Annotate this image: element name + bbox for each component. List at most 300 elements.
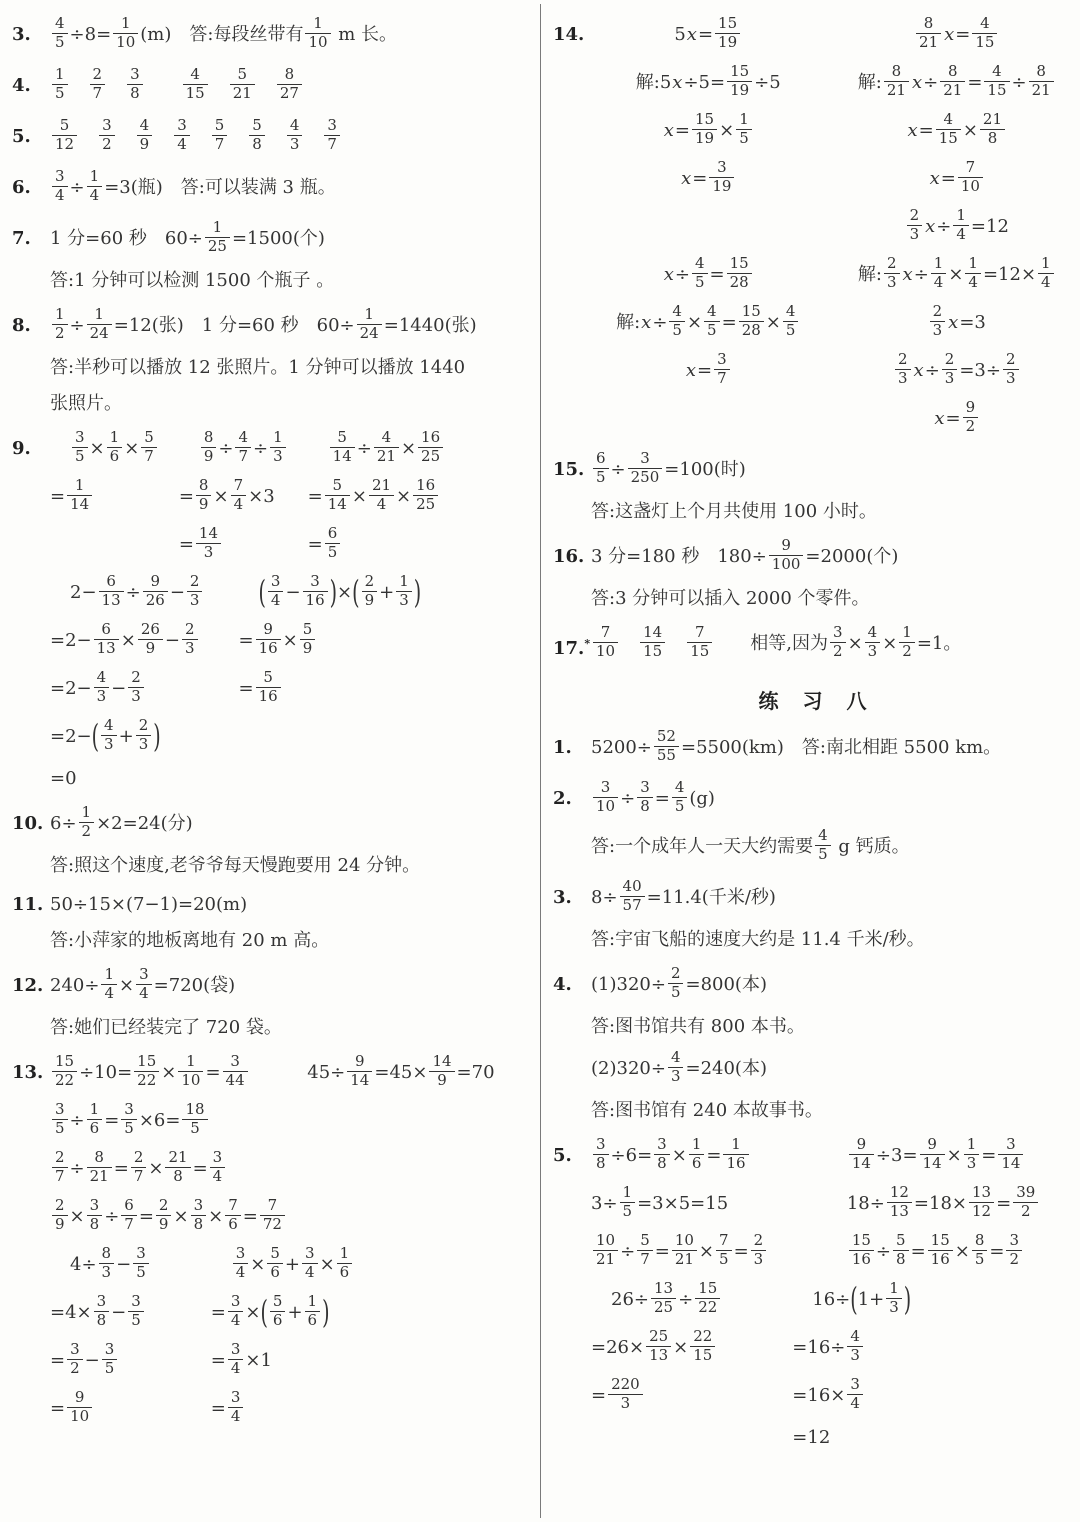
problem-item: [553, 11, 1074, 443]
fraction: $\frac{2}{3}$: [942, 351, 958, 387]
fraction: $\frac{8}{21}$: [884, 63, 909, 99]
fraction: $\frac{3}{8}$: [94, 1293, 110, 1329]
math-line: $\frac{2}{3}$ x=3: [840, 299, 1075, 347]
fraction: $\frac{8}{21}$: [916, 15, 941, 51]
fraction: $\frac{1}{24}$: [357, 306, 382, 342]
fraction: $\frac{12}{13}$: [887, 1184, 912, 1220]
fraction: $\frac{18}{5}$: [182, 1101, 207, 1137]
fraction: $\frac{4}{3}$: [865, 624, 881, 660]
math-line: =16÷ $\frac{4}{3}$: [792, 1324, 911, 1372]
fraction: $\frac{3}{5}$: [128, 1293, 144, 1329]
fraction: $\frac{5}{14}$: [325, 477, 350, 513]
solution-row: [50, 302, 536, 350]
fraction: $\frac{8}{5}$: [972, 1232, 988, 1268]
fraction: $\frac{8}{21}$: [1029, 63, 1054, 99]
fraction: $\frac{2}{9}$: [156, 1197, 172, 1233]
math-line: =4× $\frac{3}{8}$ − $\frac{3}{5}$: [50, 1289, 151, 1337]
variable-x: x: [672, 72, 683, 93]
problem-number: 11.: [12, 894, 44, 915]
fraction: $\frac{10}{21}$: [672, 1232, 697, 1268]
problem-item: [12, 887, 536, 959]
fraction: $\frac{1}{3}$: [886, 1280, 902, 1316]
math-line: = $\frac{9}{16}$ × $\frac{5}{9}$: [238, 617, 421, 665]
problem-item: [553, 620, 1074, 673]
math-line: $\frac{2}{7}$ ÷ $\frac{8}{21}$ = $\frac{2}{7}$ × $\frac{21}{8}$ = $\frac{3}{4}$: [50, 1145, 227, 1193]
solution-row: [50, 569, 536, 797]
solution-group: [50, 263, 334, 299]
math-line: x= $\frac{15}{19}$ × $\frac{1}{5}$: [591, 107, 826, 155]
fraction: $\frac{8}{9}$: [201, 429, 217, 465]
solution-group: [591, 823, 910, 871]
solution-row: [591, 1276, 1074, 1456]
fraction: $\frac{13}{12}$: [969, 1184, 994, 1220]
fraction: $\frac{1}{24}$: [87, 306, 112, 342]
solution-row: [591, 11, 1074, 203]
problem-item: [12, 164, 536, 212]
big-paren: (: [352, 574, 360, 612]
variable-x: x: [911, 72, 923, 93]
fraction: $\frac{5}{9}$: [300, 621, 316, 657]
fraction: $\frac{4}{3}$: [101, 717, 117, 753]
fraction: $\frac{4}{15}$: [984, 63, 1009, 99]
solution-row: [50, 263, 536, 299]
solution-group: [50, 800, 193, 848]
problem-content: [591, 1132, 1074, 1456]
math-line: =26× $\frac{25}{13}$ × $\frac{22}{15}$: [591, 1324, 722, 1372]
fraction: $\frac{1}{10}$: [113, 15, 138, 51]
math-line: 4÷ $\frac{8}{3}$ − $\frac{3}{5}$: [50, 1241, 151, 1289]
fraction: $\frac{15}{22}$: [134, 1053, 159, 1089]
fraction: $\frac{5}{7}$: [212, 117, 228, 153]
fraction: $\frac{5}{7}$: [141, 429, 157, 465]
math-line: x÷ $\frac{4}{5}$ = $\frac{15}{28}$: [591, 251, 826, 299]
math-line: 答:一个成年人一天大约需要 $\frac{4}{5}$ g 钙质。: [591, 826, 910, 863]
big-paren: (: [850, 1281, 858, 1319]
solution-row: [591, 775, 1074, 823]
problem-number: 3.: [12, 24, 31, 45]
solution-group: [591, 1228, 823, 1276]
solution-row: [591, 1009, 1074, 1045]
solution-row: [50, 1145, 536, 1193]
solution-group: [50, 1193, 287, 1241]
problem-number: 5.: [12, 126, 31, 147]
fraction: $\frac{15}{16}$: [849, 1232, 874, 1268]
fraction: $\frac{3}{2}$: [67, 1341, 83, 1377]
problem-number: 12.: [12, 975, 44, 996]
fraction: $\frac{1}{5}$: [620, 1184, 636, 1220]
math-line: 解: $\frac{8}{21}$ x÷ $\frac{8}{21}$ = $\frac{4}{15}$ ÷ $\frac{8}{21}$: [840, 59, 1075, 107]
problem-item: [12, 962, 536, 1046]
problem-item: [12, 11, 536, 59]
fraction: $\frac{5}{7}$: [637, 1232, 653, 1268]
solution-group: [50, 215, 325, 263]
fraction: $\frac{16}{25}$: [418, 429, 443, 465]
math-line: 6÷ $\frac{1}{2}$ ×2=24(分): [50, 803, 193, 840]
fraction: $\frac{7}{5}$: [716, 1232, 732, 1268]
variable-x: x: [948, 312, 959, 333]
math-line: ( $\frac{3}{4}$ − $\frac{3}{16}$ )×( $\frac{2}{9}$ + $\frac{1}{3}$ ): [238, 569, 421, 617]
solution-group: [591, 724, 1001, 772]
fraction: $\frac{15}{22}$: [695, 1280, 720, 1316]
fraction: $\frac{3}{2}$: [1006, 1232, 1022, 1268]
variable-x: x: [686, 24, 697, 45]
fraction: $\frac{15}{19}$: [715, 15, 740, 51]
text-line: 答:图书馆共有 800 本书。: [591, 1016, 805, 1037]
math-line: = $\frac{9}{10}$: [50, 1385, 151, 1433]
math-line: $\frac{9}{14}$ ÷3= $\frac{9}{14}$ × $\frac{1}{3}$ = $\frac{3}{14}$: [847, 1132, 1078, 1180]
fraction: $\frac{3}{4}$: [228, 1389, 244, 1425]
fraction: $\frac{14}{3}$: [196, 525, 221, 561]
solution-group: [840, 11, 1075, 203]
text-line: 答:3 分钟可以插入 2000 个零件。: [591, 588, 870, 609]
problem-content: [50, 302, 536, 422]
problem-item: [553, 533, 1074, 617]
math-line: [50, 113, 342, 161]
problem-content: [50, 62, 536, 110]
math-line: $\frac{3}{4}$ ÷ $\frac{1}{4}$ =3(瓶) 答:可以装满 3 瓶。: [50, 164, 336, 212]
problem-content: [591, 961, 1074, 1129]
text-line: =12: [792, 1427, 831, 1448]
solution-group: [591, 581, 870, 617]
problem-content: [591, 533, 1074, 617]
solution-row: [591, 961, 1074, 1009]
math-line: 2− $\frac{6}{13}$ ÷ $\frac{9}{26}$ − $\frac{2}{3}$: [50, 569, 204, 617]
math-line: 3÷ $\frac{1}{5}$ =3×5=15: [591, 1183, 729, 1220]
math-line: x= $\frac{3}{19}$: [591, 155, 826, 203]
solution-row: [50, 350, 536, 422]
solution-group: [50, 350, 465, 422]
math-line: $\frac{15}{22}$ ÷10= $\frac{15}{22}$ × $\frac{1}{10}$ = $\frac{3}{44}$: [50, 1049, 283, 1097]
fraction: $\frac{3}{8}$: [191, 1197, 207, 1233]
fraction: $\frac{1}{3}$: [396, 573, 412, 609]
fraction: $\frac{4}{3}$: [847, 1328, 863, 1364]
fraction: $\frac{4}{15}$: [972, 15, 997, 51]
solution-group: [591, 533, 898, 581]
fraction: $\frac{9}{14}$: [920, 1136, 945, 1172]
variable-x: x: [663, 264, 674, 285]
problem-number: 10.: [12, 813, 44, 834]
text-line: 答:宇宙飞船的速度大约是 11.4 千米/秒。: [591, 929, 925, 950]
solution-group: [50, 848, 420, 884]
fraction: $\frac{16}{25}$: [413, 477, 438, 513]
solution-row: [50, 1097, 536, 1145]
fraction: $\frac{25}{13}$: [646, 1328, 671, 1364]
fraction: $\frac{5}{14}$: [330, 429, 355, 465]
math-line: 解:x÷ $\frac{4}{5}$ × $\frac{4}{5}$ = $\frac{15}{28}$ × $\frac{4}{5}$: [591, 299, 826, 347]
solution-row: [50, 425, 536, 569]
fraction: $\frac{1}{2}$: [52, 306, 68, 342]
fraction: $\frac{1}{5}$: [736, 111, 752, 147]
fraction: $\frac{3}{44}$: [223, 1053, 248, 1089]
fraction: $\frac{15}{19}$: [692, 111, 717, 147]
right-column: [540, 4, 1078, 1518]
math-line: =2− $\frac{4}{3}$ − $\frac{2}{3}$: [50, 665, 204, 713]
math-line: 26÷ $\frac{13}{25}$ ÷ $\frac{15}{22}$: [591, 1276, 722, 1324]
fraction: $\frac{1}{2}$: [899, 624, 915, 660]
math-line: $\frac{2}{3}$ x÷ $\frac{1}{4}$ =12: [840, 203, 1075, 251]
math-line: $\frac{8}{9}$ ÷ $\frac{4}{7}$ ÷ $\frac{1}{3}$: [179, 425, 288, 473]
fraction: $\frac{7}{4}$: [231, 477, 247, 513]
fraction: $\frac{8}{9}$: [196, 477, 212, 513]
text-line: 答:她们已经装完了 720 袋。: [50, 1017, 282, 1038]
solution-group: [591, 251, 826, 395]
fraction: $\frac{5}{12}$: [52, 117, 77, 153]
fraction: $\frac{15}{28}$: [727, 255, 752, 291]
fraction: $\frac{15}{16}$: [928, 1232, 953, 1268]
solution-row: [591, 922, 1074, 958]
fraction: $\frac{2}{7}$: [131, 1149, 147, 1185]
solution-row: [591, 203, 1074, 443]
solution-row: [591, 1132, 1074, 1180]
math-line: $\frac{15}{16}$ ÷ $\frac{5}{8}$ = $\frac{15}{16}$ × $\frac{8}{5}$ = $\frac{3}{2}$: [847, 1228, 1078, 1276]
math-line: $\frac{7}{10}$ $\frac{14}{15}$ $\frac{7}{15}$ 相等,因为 $\frac{3}{2}$ × $\frac{4}{3}$ × $\frac{1}{2}$ =1。: [591, 620, 961, 668]
fraction: $\frac{1}{2}$: [79, 804, 95, 840]
solution-row: [50, 887, 536, 923]
text-line: 答:照这个速度,老爷爷每天慢跑要用 24 分钟。: [50, 855, 421, 876]
solution-group: [50, 1010, 282, 1046]
fraction: $\frac{9}{26}$: [143, 573, 168, 609]
problem-content: [591, 775, 1074, 871]
fraction: $\frac{39}{2}$: [1013, 1184, 1038, 1220]
fraction: $\frac{9}{14}$: [347, 1053, 372, 1089]
math-line: = $\frac{3}{2}$ − $\frac{3}{5}$: [50, 1337, 151, 1385]
math-line: (1)320÷ $\frac{2}{5}$ =800(本): [591, 964, 767, 1001]
fraction: $\frac{2}{3}$: [128, 669, 144, 705]
fraction: $\frac{3}{5}$: [133, 1245, 149, 1281]
fraction: $\frac{8}{3}$: [99, 1245, 115, 1281]
problem-item: [12, 425, 536, 797]
fraction: $\frac{3}{4}$: [228, 1341, 244, 1377]
solution-group: [308, 425, 445, 569]
big-paren: (: [91, 718, 100, 756]
fraction: $\frac{52}{55}$: [654, 728, 679, 764]
fraction: $\frac{4}{15}$: [936, 111, 961, 147]
fraction: $\frac{3}{4}$: [847, 1376, 863, 1412]
fraction: $\frac{3}{4}$: [52, 168, 68, 204]
problem-content: [50, 1049, 536, 1433]
problem-item: [553, 724, 1074, 772]
fraction: $\frac{14}{9}$: [429, 1053, 454, 1089]
variable-x: x: [929, 168, 940, 189]
fraction: $\frac{3}{7}$: [714, 351, 730, 387]
solution-group: [50, 1049, 283, 1097]
fraction: $\frac{1}{3}$: [270, 429, 286, 465]
text-line: 答:小萍家的地板离地有 20 m 高。: [50, 930, 330, 951]
fraction: $\frac{1}{4}$: [953, 207, 969, 243]
fraction: $\frac{4}{5}$: [669, 303, 685, 339]
fraction: $\frac{1}{4}$: [101, 966, 117, 1002]
fraction: $\frac{3}{4}$: [210, 1149, 226, 1185]
problem-number: 13.: [12, 1062, 44, 1083]
left-column: [2, 4, 540, 1518]
math-line: 16÷(1+ $\frac{1}{3}$ ): [792, 1276, 911, 1324]
text-line: 答:这盏灯上个月共使用 100 小时。: [591, 501, 877, 522]
solution-group: [591, 1093, 823, 1129]
fraction: $\frac{3}{8}$: [654, 1136, 670, 1172]
solution-group: [50, 962, 235, 1010]
fraction: $\frac{3}{4}$: [268, 573, 284, 609]
fraction: $\frac{22}{15}$: [690, 1328, 715, 1364]
fraction: $\frac{7}{6}$: [225, 1197, 241, 1233]
math-line: = $\frac{8}{9}$ × $\frac{7}{4}$ ×3: [178, 476, 275, 513]
fraction: $\frac{8}{21}$: [87, 1149, 112, 1185]
solution-row: [50, 1010, 536, 1046]
solution-group: [50, 113, 342, 161]
solution-group: [50, 887, 247, 923]
fraction: $\frac{6}{7}$: [121, 1197, 137, 1233]
solution-group: [50, 923, 329, 959]
solution-row: [50, 1049, 536, 1097]
big-paren: (: [260, 1294, 268, 1332]
problem-number: 3.: [553, 887, 572, 908]
math-line: = $\frac{5}{14}$ × $\frac{21}{4}$ × $\frac{16}{25}$: [308, 473, 445, 521]
solution-group: [591, 775, 715, 823]
fraction: $\frac{1}{5}$: [52, 66, 68, 102]
fraction: $\frac{3}{5}$: [121, 1101, 137, 1137]
fraction: $\frac{1}{3}$: [964, 1136, 980, 1172]
fraction: $\frac{4}{5}$: [672, 779, 688, 815]
fraction: $\frac{3}{2}$: [830, 624, 846, 660]
solution-group: [847, 1180, 1078, 1228]
fraction: $\frac{3}{5}$: [102, 1341, 118, 1377]
fraction: $\frac{3}{16}$: [303, 573, 328, 609]
text-line: =0: [50, 768, 77, 789]
solution-row: [591, 724, 1074, 772]
solution-row: [591, 446, 1074, 494]
variable-x: x: [913, 360, 924, 381]
solution-row: [50, 113, 536, 161]
fraction: $\frac{1}{16}$: [723, 1136, 748, 1172]
fraction: $\frac{3}{5}$: [72, 429, 88, 465]
solution-group: [50, 1097, 210, 1145]
problem-number: 1.: [553, 737, 572, 758]
solution-group: [591, 1276, 722, 1420]
solution-row: [50, 848, 536, 884]
math-line: $\frac{4}{5}$ ÷8= $\frac{1}{10}$ (m) 答:每段丝带有 $\frac{1}{10}$ m 长。: [50, 11, 397, 59]
fraction: $\frac{13}{25}$: [651, 1280, 676, 1316]
problem-item: [553, 775, 1074, 871]
fraction: $\frac{2}{3}$: [182, 621, 198, 657]
math-line: 45÷ $\frac{9}{14}$ =45× $\frac{14}{9}$ =70: [307, 1052, 495, 1089]
problem-content: [50, 962, 536, 1046]
solution-row: [50, 923, 536, 959]
fraction: $\frac{6}{13}$: [99, 573, 124, 609]
text-line: 50÷15×(7−1)=20(m): [50, 894, 248, 915]
solution-group: [591, 11, 826, 203]
fraction: $\frac{4}{5}$: [692, 255, 708, 291]
math-line: $\frac{3}{5}$ × $\frac{1}{6}$ × $\frac{5}{7}$: [50, 425, 159, 473]
problem-content: [591, 446, 1074, 530]
fraction: $\frac{5}{16}$: [256, 669, 281, 705]
fraction: $\frac{9}{14}$: [849, 1136, 874, 1172]
problem-number: 7.: [12, 228, 31, 249]
solution-group: [847, 1228, 1078, 1276]
fraction: $\frac{1}{6}$: [87, 1101, 103, 1137]
variable-x: x: [685, 360, 696, 381]
fraction: $\frac{6}{13}$: [94, 621, 119, 657]
fraction: $\frac{1}{10}$: [178, 1053, 203, 1089]
fraction: $\frac{1}{25}$: [205, 219, 230, 255]
fraction: $\frac{9}{10}$: [67, 1389, 92, 1425]
math-line: = $\frac{3}{4}$ ×( $\frac{5}{6}$ + $\frac{1}{6}$ ): [211, 1289, 354, 1337]
fraction: $\frac{1}{4}$: [931, 255, 947, 291]
solution-row: [591, 1228, 1074, 1276]
solution-row: [50, 800, 536, 848]
fraction: $\frac{7}{10}$: [958, 159, 983, 195]
fraction: $\frac{4}{5}$: [783, 303, 799, 339]
math-line: x= $\frac{7}{10}$: [840, 155, 1075, 203]
variable-x: x: [681, 168, 692, 189]
fraction: $\frac{5}{8}$: [249, 117, 265, 153]
text-line: 答:图书馆有 240 本故事书。: [591, 1100, 823, 1121]
solution-group: [591, 620, 961, 668]
fraction: $\frac{4}{3}$: [287, 117, 303, 153]
fraction: $\frac{3}{7}$: [324, 117, 340, 153]
math-line: 解: $\frac{2}{3}$ x÷ $\frac{1}{4}$ × $\frac{1}{4}$ =12× $\frac{1}{4}$: [840, 251, 1075, 299]
problem-content: [50, 11, 536, 59]
fraction: $\frac{4}{9}$: [137, 117, 153, 153]
problem-number: 15.: [553, 459, 585, 480]
text-line: 答:1 分钟可以检测 1500 个瓶子 。: [50, 270, 335, 291]
fraction: $\frac{1}{6}$: [107, 429, 123, 465]
problem-content: [591, 620, 1074, 673]
variable-x: x: [944, 24, 955, 45]
fraction: $\frac{4}{5}$: [704, 303, 720, 339]
math-line: $\frac{1}{2}$ ÷ $\frac{1}{24}$ =12(张) 1 分=60 秒 60÷ $\frac{1}{24}$ =1440(张): [50, 302, 477, 350]
math-line: $\frac{6}{5}$ ÷ $\frac{3}{250}$ =100(时): [591, 446, 746, 494]
fraction: $\frac{3}{2}$: [99, 117, 115, 153]
fraction: $\frac{3}{4}$: [302, 1245, 318, 1281]
fraction: $\frac{1}{6}$: [305, 1293, 321, 1329]
solution-row: [50, 11, 536, 59]
fraction: $\frac{3}{4}$: [136, 966, 152, 1002]
problem-content: [50, 164, 536, 212]
variable-x: x: [663, 120, 674, 141]
fraction: $\frac{5}{21}$: [230, 66, 255, 102]
fraction: $\frac{26}{9}$: [138, 621, 163, 657]
solution-row: [591, 1180, 1074, 1228]
big-paren: ): [413, 574, 422, 612]
fraction: $\frac{15}{28}$: [739, 303, 764, 339]
fraction: $\frac{2}{3}$: [751, 1232, 767, 1268]
solution-group: [50, 164, 336, 212]
solution-group: [50, 1241, 151, 1433]
fraction: $\frac{3}{8}$: [637, 779, 653, 815]
math-line: $\frac{3}{5}$ ÷ $\frac{1}{6}$ = $\frac{3}{5}$ ×6= $\frac{18}{5}$: [50, 1097, 210, 1145]
fraction: $\frac{3}{8}$: [87, 1197, 103, 1233]
problem-content: [591, 874, 1074, 958]
math-line: =2− $\frac{6}{13}$ × $\frac{26}{9}$ − $\frac{2}{3}$: [50, 617, 204, 665]
math-line: 解:5x÷5= $\frac{15}{19}$ ÷5: [635, 62, 781, 99]
math-line: = $\frac{14}{3}$: [179, 521, 288, 569]
solution-group: [840, 203, 1075, 443]
solution-row: [50, 62, 536, 110]
math-line: = $\frac{6}{5}$: [308, 521, 445, 569]
fraction: $\frac{2}{7}$: [90, 66, 106, 102]
math-line: x= $\frac{9}{2}$: [840, 395, 1075, 443]
math-line: $\frac{3}{10}$ ÷ $\frac{3}{8}$ = $\frac{4}{5}$ (g): [591, 775, 715, 823]
big-paren: ): [903, 1281, 912, 1319]
variable-x: x: [907, 120, 918, 141]
problem-number: 5.: [553, 1145, 572, 1166]
solution-group: [591, 922, 925, 958]
fraction: $\frac{2}{3}$: [884, 255, 900, 291]
fraction: $\frac{3}{14}$: [998, 1136, 1023, 1172]
big-paren: ): [329, 574, 338, 612]
problem-number: 14.: [553, 24, 585, 45]
problem-number: 4.: [12, 75, 31, 96]
solution-row: [50, 1241, 536, 1433]
